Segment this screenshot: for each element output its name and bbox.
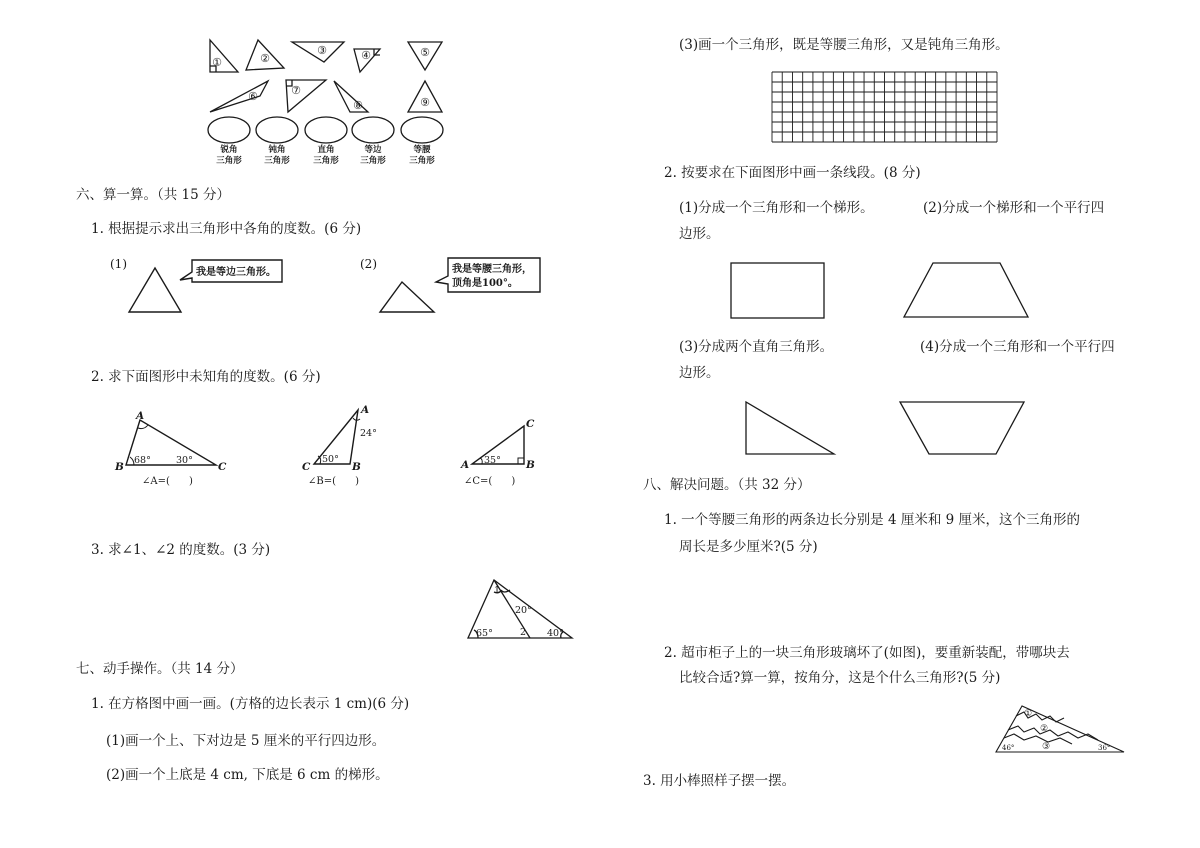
s6-q3-text: 3. 求∠1、∠2 的度数。(3 分) <box>91 542 271 558</box>
section-6-heading: 六、算一算。（共 15 分） <box>76 187 231 203</box>
part-1-label: (1) <box>110 257 127 271</box>
angle-65-label: 65° <box>476 628 493 639</box>
glass-piece-3: ③ <box>1041 742 1051 752</box>
triangle-number-3: ③ <box>317 44 327 57</box>
glass-piece-1: ① <box>1023 709 1033 719</box>
s7-q1-part1: (1)画一个上、下对边是 5 厘米的平行四边形。 <box>106 733 386 749</box>
triangle-classify-figure <box>200 36 450 171</box>
s8-q3-text: 3. 用小棒照样子摆一摆。 <box>643 773 796 789</box>
rectangle-figure <box>730 262 826 320</box>
vertex-b: B <box>526 459 535 471</box>
s7-q2-text: 2. 按要求在下面图形中画一条线段。(8 分) <box>664 165 921 181</box>
glass-angle-46: 46° <box>1002 744 1015 752</box>
angle-1-label: 1 <box>494 585 501 596</box>
category-label: 钝角 <box>268 145 286 155</box>
triangle-number-4: ④ <box>361 49 371 62</box>
answer-angle-a: ∠A=( ) <box>142 476 193 487</box>
section-7-heading: 七、动手操作。（共 14 分） <box>76 661 244 677</box>
angle-a-value: 24° <box>360 428 377 439</box>
answer-angle-c: ∠C=( ) <box>464 476 516 487</box>
inverted-trapezoid-figure <box>898 400 1026 456</box>
part-2-label: (2) <box>360 257 377 271</box>
bubble-isosceles-line1: 我是等腰三角形， <box>452 264 532 275</box>
glass-angle-36: 36° <box>1098 744 1111 752</box>
triangle-number-5: ⑤ <box>420 46 430 59</box>
angle-c-value: 30° <box>176 455 193 466</box>
category-label: 三角形 <box>409 156 435 166</box>
vertex-c: C <box>218 461 227 473</box>
section-8-heading: 八、解决问题。（共 32 分） <box>643 477 811 493</box>
vertex-a: A <box>461 459 470 471</box>
s7-q2-part2: (2)分成一个梯形和一个平行四 <box>923 200 1105 216</box>
square-grid <box>772 72 998 142</box>
s7-q2-part4: (4)分成一个三角形和一个平行四 <box>920 339 1115 355</box>
triangle-number-2: ② <box>260 52 270 65</box>
broken-glass-figure <box>994 704 1126 754</box>
s7-q2-part4-cont: 边形。 <box>679 365 720 381</box>
vertex-a: A <box>136 410 145 422</box>
category-label: 三角形 <box>216 156 242 166</box>
right-triangle-figure <box>742 400 838 458</box>
category-label: 三角形 <box>264 156 290 166</box>
category-label: 等腰 <box>413 145 431 155</box>
s7-q1-part3: (3)画一个三角形，既是等腰三角形，又是钝角三角形。 <box>679 37 1009 53</box>
category-label: 三角形 <box>360 156 386 166</box>
category-label: 直角 <box>317 145 335 155</box>
angle-figure-3 <box>458 414 558 496</box>
bubble-equilateral: 我是等边三角形。 <box>196 267 276 278</box>
vertex-a: A <box>361 404 370 416</box>
triangle-number-8: ⑧ <box>353 99 363 112</box>
s7-q2-part1: (1)分成一个三角形和一个梯形。 <box>679 200 874 216</box>
s7-q1-text: 1. 在方格图中画一画。(方格的边长表示 1 cm)(6 分) <box>91 696 410 712</box>
s8-q2-line1: 2. 超市柜子上的一块三角形玻璃坏了(如图)，要重新装配，带哪块去 <box>664 645 1070 661</box>
angle-c-value: 50° <box>322 454 339 465</box>
category-label: 锐角 <box>220 145 238 155</box>
equilateral-triangle-figure <box>110 254 300 316</box>
triangle-number-9: ⑨ <box>420 96 430 109</box>
bubble-isosceles-line2: 顶角是100°。 <box>452 278 518 289</box>
s8-q1-line1: 1. 一个等腰三角形的两条边长分别是 4 厘米和 9 厘米，这个三角形的 <box>664 512 1081 528</box>
vertex-c: C <box>526 418 535 430</box>
trapezoid-figure <box>902 262 1030 318</box>
angle-1-2-figure <box>464 576 576 642</box>
angle-figure-1 <box>112 410 232 492</box>
category-label: 等边 <box>364 145 382 155</box>
s8-q2-line2: 比较合适?算一算，按角分，这是个什么三角形?(5 分) <box>679 670 1001 686</box>
triangle-number-7: ⑦ <box>291 84 301 97</box>
isosceles-triangle-figure <box>360 254 550 316</box>
angle-a-value: 35° <box>484 455 501 466</box>
glass-piece-2: ② <box>1039 724 1049 734</box>
angle-2-label: 2 <box>520 627 527 638</box>
vertex-b: B <box>352 461 361 473</box>
s7-q1-part2: (2)画一个上底是 4 cm, 下底是 6 cm 的梯形。 <box>106 767 389 783</box>
angle-20-label: 20° <box>515 605 532 616</box>
s8-q1-line2: 周长是多少厘米?(5 分) <box>679 539 818 555</box>
s7-q2-part3: (3)分成两个直角三角形。 <box>679 339 834 355</box>
s7-q2-part2-cont: 边形。 <box>679 226 720 242</box>
angle-b-value: 68° <box>134 455 151 466</box>
triangle-number-1: ① <box>212 56 222 69</box>
category-label: 三角形 <box>313 156 339 166</box>
answer-angle-b: ∠B=( ) <box>308 476 359 487</box>
angle-figure-2 <box>300 404 390 486</box>
vertex-b: B <box>115 461 124 473</box>
angle-40-label: 40° <box>547 628 564 639</box>
s6-q1-text: 1. 根据提示求出三角形中各角的度数。(6 分) <box>91 221 362 237</box>
vertex-c: C <box>302 461 311 473</box>
triangle-number-6: ⑥ <box>248 90 258 103</box>
s6-q2-text: 2. 求下面图形中未知角的度数。(6 分) <box>91 369 321 385</box>
